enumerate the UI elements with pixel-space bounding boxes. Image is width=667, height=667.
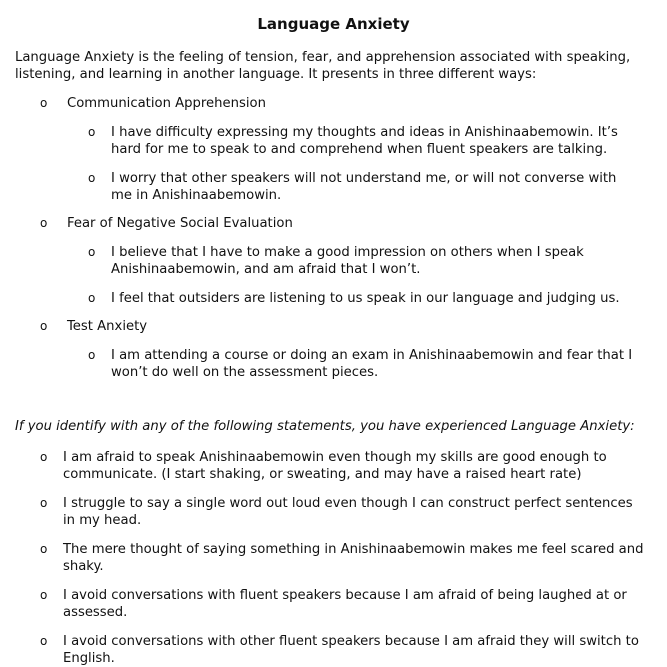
category-label: Fear of Negative Social Evaluation bbox=[67, 216, 293, 231]
sub-item-text: I worry that other speakers will not understand me, or will not converse with me in Anishinaabemowin. bbox=[111, 171, 617, 203]
bullet-marker: o bbox=[40, 96, 48, 110]
page-title: Language Anxiety bbox=[257, 15, 410, 33]
category-label: Communication Apprehension bbox=[67, 96, 266, 111]
statement-text: The mere thought of saying something in Anishinaabemowin makes me feel scared and shaky. bbox=[63, 542, 644, 574]
bullet-marker: o bbox=[88, 125, 96, 139]
bullet-marker: o bbox=[88, 348, 96, 362]
category-label: Test Anxiety bbox=[67, 319, 148, 334]
bullet-marker: o bbox=[88, 171, 96, 185]
bullet-marker: o bbox=[88, 291, 96, 305]
sub-item-text: I feel that outsiders are listening to us speak in our language and judging us. bbox=[111, 291, 620, 306]
statement-text: I struggle to say a single word out loud even though I can construct perfect sentences in my head. bbox=[63, 496, 633, 528]
statement-text: I am afraid to speak Anishinaabemowin even though my skills are good enough to communicate. (I start shaking, or sweating, and may have a raised heart rate) bbox=[63, 450, 607, 482]
bullet-marker: o bbox=[40, 542, 48, 556]
bullet-marker: o bbox=[40, 319, 48, 333]
statements-lead: If you identify with any of the following statements, you have experienced Language Anxiety: bbox=[15, 419, 635, 434]
statement-text: I avoid conversations with fluent speakers because I am afraid of being laughed at or assessed. bbox=[63, 588, 627, 620]
bullet-marker: o bbox=[40, 634, 48, 648]
bullet-marker: o bbox=[88, 245, 96, 259]
sub-item-text: I believe that I have to make a good impression on others when I speak Anishinaabemowin, and am afraid that I won’t. bbox=[111, 245, 584, 277]
sub-item-text: I have difficulty expressing my thoughts and ideas in Anishinaabemowin. It’s hard for me to speak to and comprehend when fluent speakers are talking. bbox=[111, 125, 618, 157]
bullet-marker: o bbox=[40, 588, 48, 602]
bullet-marker: o bbox=[40, 216, 48, 230]
sub-item-text: I am attending a course or doing an exam in Anishinaabemowin and fear that I won’t do well on the assessment pieces. bbox=[111, 348, 633, 380]
intro-paragraph: Language Anxiety is the feeling of tension, fear, and apprehension associated with speaking, listening, and learning in another language. It presents in three different ways: bbox=[15, 50, 631, 82]
bullet-marker: o bbox=[40, 450, 48, 464]
bullet-marker: o bbox=[40, 496, 48, 510]
statement-text: I avoid conversations with other fluent speakers because I am afraid they will switch to English. bbox=[63, 634, 639, 666]
